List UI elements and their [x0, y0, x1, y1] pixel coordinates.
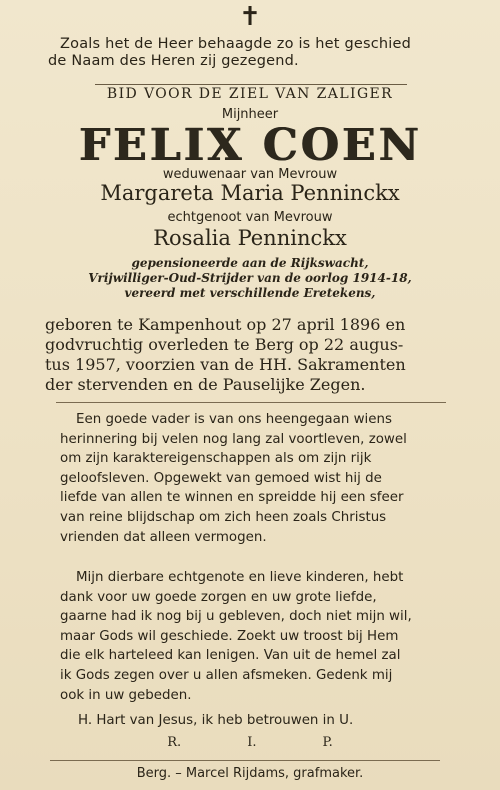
paragraph-line: dank voor uw goede zorgen en uw grote liefde,	[60, 589, 377, 605]
paragraph-line: ook in uw gebeden.	[60, 687, 192, 703]
cross-icon: ✝	[239, 2, 261, 32]
honorific: Mijnheer	[221, 107, 279, 122]
paragraph-line: van reine blijdschap om zich heen zoals Christus	[60, 509, 387, 525]
rip-letter: I.	[247, 735, 257, 750]
birth-death-line: godvruchtig overleden te Berg op 22 augus-	[45, 335, 404, 354]
rip-letter: P.	[322, 735, 333, 750]
honors-block	[0, 256, 500, 301]
birth-death-line: der stervenden en de Pauselijke Zegen.	[45, 375, 366, 394]
printer-credit: Berg. – Marcel Rijdams, grafmaker.	[136, 766, 364, 781]
paragraph-line: om zijn karaktereigenschappen als om zijn rijk	[60, 451, 372, 467]
paragraph-line: herinnering bij velen nog lang zal voortleven, zowel	[60, 431, 407, 447]
middle-divider	[56, 402, 446, 403]
birth-death-line: geboren te Kampenhout op 27 april 1896 en	[45, 315, 406, 334]
paragraph-line: maar Gods wil geschiede. Zoekt uw troost bij Hem	[60, 628, 399, 644]
closing-prayer: H. Hart van Jesus, ik heb betrouwen in U.	[78, 713, 354, 728]
paragraph-line: vrienden dat alleen vermogen.	[60, 529, 267, 545]
paragraph-line: geloofsleven. Opgewekt van gemoed wist hij de	[60, 470, 382, 486]
rip-line	[0, 735, 500, 750]
paragraph-line: Mijn dierbare echtgenote en lieve kinderen, hebt	[76, 570, 404, 585]
first-spouse-name: Margareta Maria Penninckx	[100, 181, 400, 205]
birth-death-line: tus 1957, voorzien van de HH. Sakramenten	[45, 355, 406, 374]
paragraph-line: gaarne had ik nog bij u gebleven, doch niet mijn wil,	[60, 609, 412, 625]
rip-letter: R.	[167, 735, 182, 750]
bottom-divider	[50, 760, 440, 761]
paragraph-line: liefde van allen te winnen en spreidde hij een sfeer	[60, 490, 404, 506]
paragraph-line: die elk harteleed kan lenigen. Van uit de hemel zal	[60, 648, 401, 664]
opening-verse	[48, 36, 411, 70]
top-divider	[95, 84, 407, 85]
tribute-paragraph	[60, 410, 440, 547]
verse-line: de Naam des Heren zij gezegend.	[48, 53, 299, 69]
paragraph-line: Een goede vader is van ons heengegaan wiens	[76, 412, 392, 427]
birth-death-block	[45, 315, 460, 395]
honors-line: vereerd met verschillende Eretekens,	[124, 286, 376, 300]
second-spouse-name: Rosalia Penninckx	[153, 226, 347, 250]
deceased-name: FELIX COEN	[78, 120, 422, 171]
farewell-paragraph	[60, 568, 440, 705]
paragraph-line: ik Gods zegen over u allen afsmeken. Gedenk mij	[60, 667, 393, 683]
relation-first: weduwenaar van Mevrouw	[162, 167, 338, 182]
verse-line: Zoals het de Heer behaagde zo is het geschied	[60, 36, 412, 52]
honors-line: gepensioneerde aan de Rijkswacht,	[131, 256, 369, 270]
relation-second: echtgenoot van Mevrouw	[167, 210, 333, 225]
honors-line: Vrijwilliger-Oud-Strijder van de oorlog 1914-18,	[88, 271, 412, 285]
prayer-heading: BID VOOR DE ZIEL VAN ZALIGER	[106, 86, 394, 102]
